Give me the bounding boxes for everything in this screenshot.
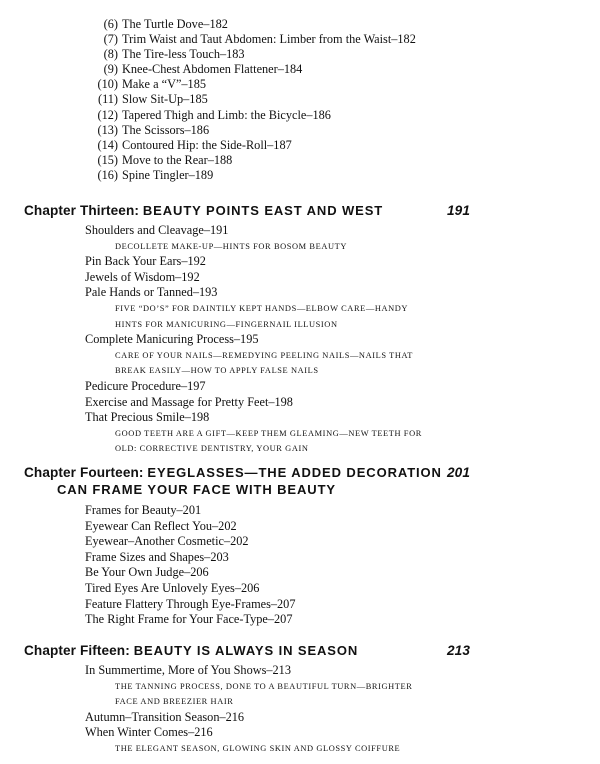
- section-topics: GOOD TEETH ARE A GIFT—KEEP THEM GLEAMING—NEW TEETH FOR OLD: CORRECTIVE DENTISTRY, YOUR GAIN: [115, 428, 422, 454]
- section-entry: Frames for Beauty–201: [85, 503, 202, 517]
- section-entry: Jewels of Wisdom–192: [85, 269, 200, 284]
- chapter-title: BEAUTY IS ALWAYS IN SEASON: [133, 643, 359, 658]
- list-item: (12) Tapered Thigh and Limb: the Bicycle–186: [97, 107, 331, 122]
- section-entry: That Precious Smile–198 GOOD TEETH ARE A GIFT—KEEP THEM GLEAMING—NEW TEETH FOR OLD: CORRECTIVE DENTISTRY, YOUR GAIN: [85, 410, 570, 457]
- section-list: [24, 663, 570, 757]
- section-entry: Pale Hands or Tanned–193 FIVE “DO’S” FOR DAINTILY KEPT HANDS—ELBOW CARE—HANDY HINTS FOR MANICURING—FINGERNAIL ILLUSION: [85, 285, 570, 332]
- section-topics: CARE OF YOUR NAILS—REMEDYING PEELING NAILS—NAILS THAT BREAK EASILY—HOW TO APPLY FALSE NAILS: [115, 350, 413, 376]
- exercise-list: [96, 17, 416, 183]
- chapter-page-number: 213: [447, 643, 470, 658]
- section-list: [24, 503, 570, 628]
- section-entry: Feature Flattery Through Eye-Frames–207: [85, 596, 296, 611]
- chapter-label: Chapter Fourteen:: [24, 465, 144, 480]
- chapter-page-number: 201: [447, 465, 470, 480]
- section-entry: Pin Back Your Ears–192: [85, 254, 206, 269]
- section-topics: THE ELEGANT SEASON, GLOWING SKIN AND GLOSSY COIFFURE: [115, 743, 401, 753]
- section-entry: When Winter Comes–216 THE ELEGANT SEASON, GLOWING SKIN AND GLOSSY COIFFURE: [85, 725, 570, 756]
- section-entry: Complete Manicuring Process–195 CARE OF YOUR NAILS—REMEDYING PEELING NAILS—NAILS THAT BREAK EASILY—HOW TO APPLY FALSE NAILS: [85, 332, 570, 379]
- section-entry: In Summertime, More of You Shows–213 THE TANNING PROCESS, DONE TO A BEAUTIFUL TURN—BRIGHTER FACE AND BREEZIER HAIR: [85, 663, 570, 710]
- chapter-title: EYEGLASSES—THE ADDED DECORATION: [147, 465, 442, 480]
- section-entry: The Right Frame for Your Face-Type–207: [85, 612, 293, 627]
- chapter-label: Chapter Thirteen:: [24, 203, 139, 218]
- chapter-label: Chapter Fifteen:: [24, 643, 130, 658]
- section-entry: Be Your Own Judge–206: [85, 565, 209, 580]
- section-entry: Tired Eyes Are Unlovely Eyes–206: [85, 580, 260, 595]
- chapter-title-continued: CAN FRAME YOUR FACE WITH BEAUTY: [57, 482, 336, 497]
- chapter-heading: [24, 464, 570, 498]
- list-item: (8) The Tire-less Touch–183: [103, 47, 245, 62]
- list-item: (15) Move to the Rear–188: [97, 152, 233, 167]
- section-list: [24, 223, 570, 457]
- section-entry: Pedicure Procedure–197: [85, 378, 206, 393]
- section-entry: Frame Sizes and Shapes–203: [85, 549, 229, 564]
- section-entry: Shoulders and Cleavage–191 DECOLLETE MAKE-UP—HINTS FOR BOSOM BEAUTY: [85, 223, 570, 254]
- section-topics: THE TANNING PROCESS, DONE TO A BEAUTIFUL TURN—BRIGHTER FACE AND BREEZIER HAIR: [115, 681, 413, 707]
- section-entry: Exercise and Massage for Pretty Feet–198: [85, 394, 293, 409]
- section-topics: FIVE “DO’S” FOR DAINTILY KEPT HANDS—ELBOW CARE—HANDY HINTS FOR MANICURING—FINGERNAIL ILLUSION: [115, 303, 408, 329]
- list-item: (11) Slow Sit-Up–185: [97, 92, 208, 107]
- chapter-page-number: 191: [447, 203, 470, 218]
- chapter-fifteen: [24, 642, 570, 757]
- list-item: (13) The Scissors–186: [97, 122, 210, 137]
- chapter-thirteen: [24, 202, 570, 457]
- list-item: (10) Make a “V”–185: [97, 77, 206, 92]
- section-topics: DECOLLETE MAKE-UP—HINTS FOR BOSOM BEAUTY: [115, 241, 347, 251]
- list-item: (9) Knee-Chest Abdomen Flattener–184: [103, 62, 303, 77]
- list-item: (6) The Turtle Dove–182: [103, 17, 228, 31]
- section-entry: Autumn–Transition Season–216: [85, 709, 245, 724]
- chapter-title: BEAUTY POINTS EAST AND WEST: [142, 203, 384, 218]
- chapter-fourteen: [24, 464, 570, 628]
- section-entry: Eyewear Can Reflect You–202: [85, 518, 237, 533]
- list-item: (7) Trim Waist and Taut Abdomen: Limber from the Waist–182: [103, 32, 416, 47]
- chapter-heading: [24, 202, 570, 219]
- chapter-heading: [24, 642, 570, 659]
- list-item: (14) Contoured Hip: the Side-Roll–187: [97, 137, 292, 152]
- list-item: (16) Spine Tingler–189: [97, 167, 214, 182]
- section-entry: Eyewear–Another Cosmetic–202: [85, 534, 249, 549]
